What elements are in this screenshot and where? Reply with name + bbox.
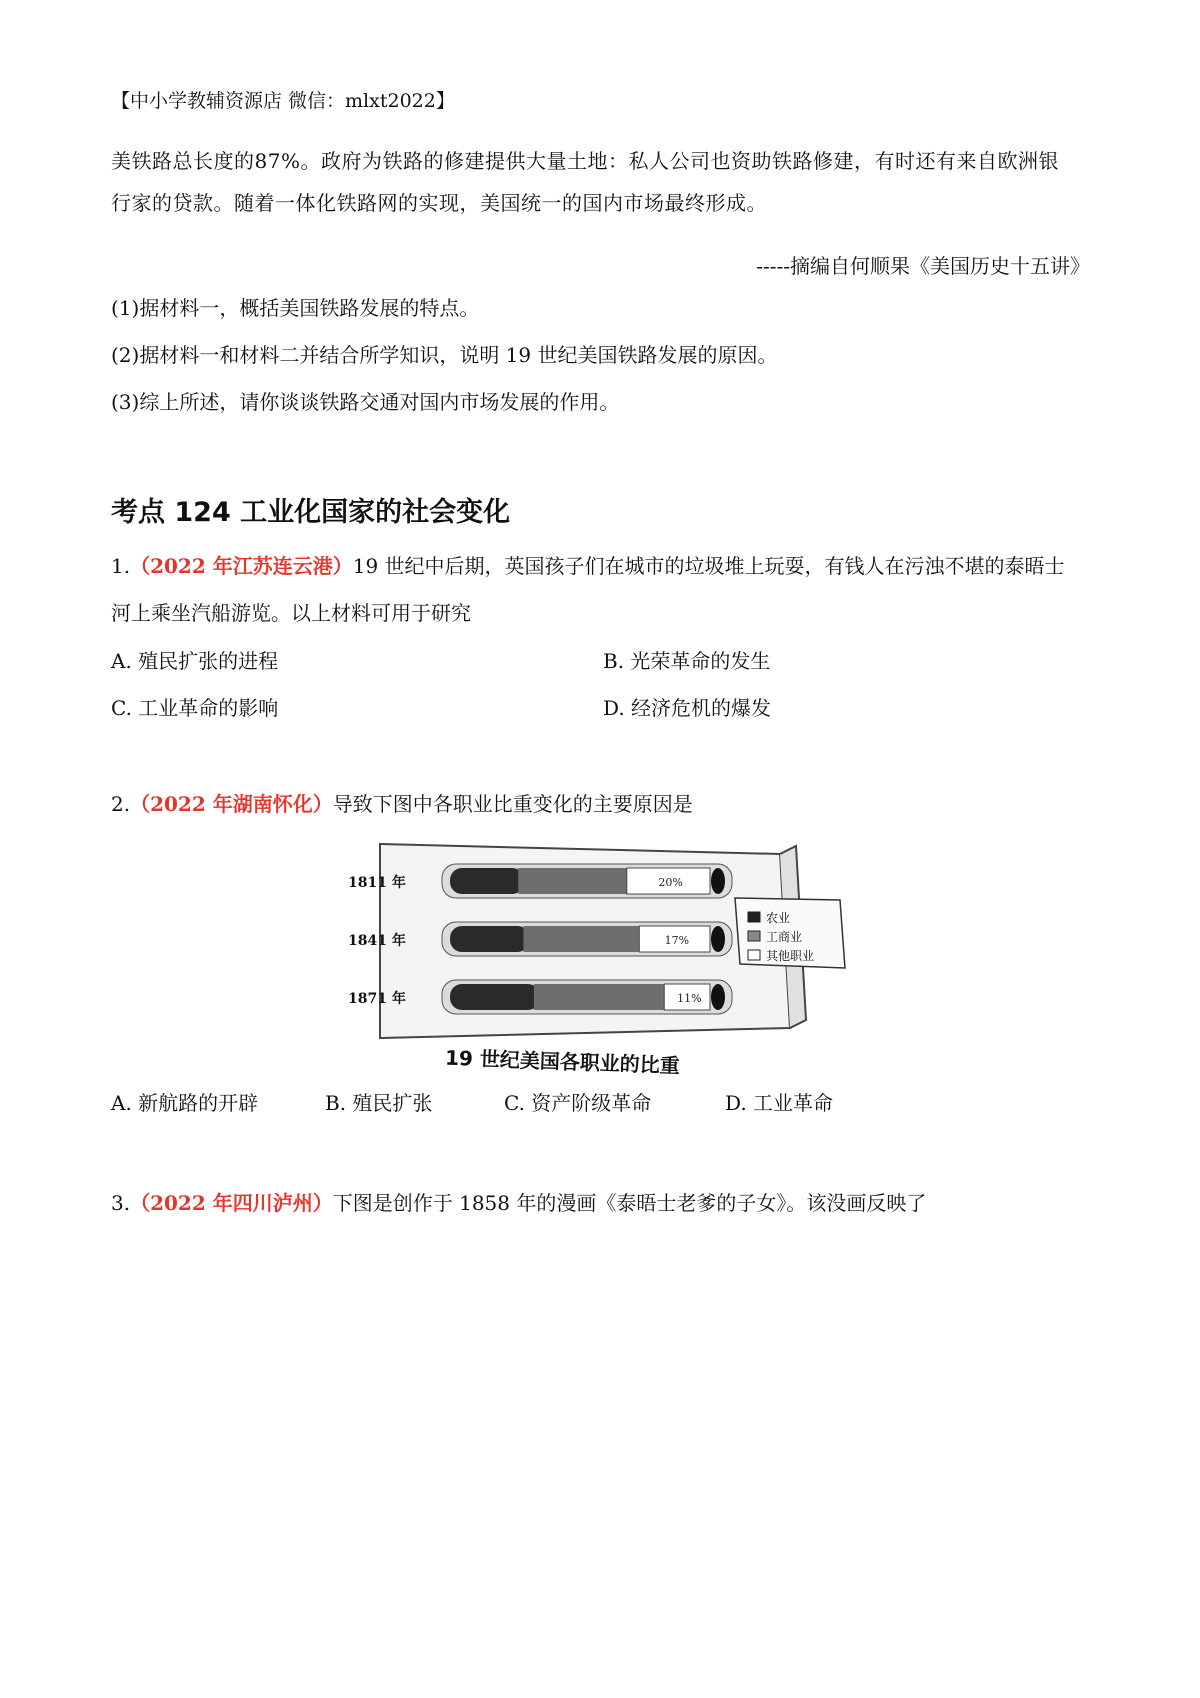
occupation-chart-figure bbox=[340, 838, 860, 1078]
question-3-line bbox=[111, 1187, 926, 1216]
subquestion-2: (2)据材料一和材料二并结合所学知识，说明 19 世纪美国铁路发展的原因。 bbox=[111, 343, 778, 367]
bar-segment-agriculture bbox=[450, 868, 524, 894]
question-source: （2022 年湖南怀化） bbox=[130, 792, 333, 816]
question-number: 2. bbox=[111, 792, 131, 816]
subquestion-1: (1)据材料一，概括美国铁路发展的特点。 bbox=[111, 296, 480, 320]
bar-segment-commerce bbox=[518, 868, 627, 894]
question-number: 3. bbox=[111, 1191, 131, 1215]
occupation-chart bbox=[340, 838, 860, 1078]
bar-segment-agriculture bbox=[450, 926, 529, 952]
data-label: 17% bbox=[664, 934, 690, 947]
bar-end-cap bbox=[711, 984, 725, 1010]
bar-end-cap bbox=[711, 868, 725, 894]
data-label: 20% bbox=[658, 876, 683, 889]
question-source: （2022 年江苏连云港） bbox=[130, 554, 353, 578]
question-source: （2022 年四川泸州） bbox=[130, 1191, 333, 1215]
category-label: 1811 年 bbox=[348, 875, 406, 891]
subquestion-3: (3)综上所述，请你谈谈铁路交通对国内市场发展的作用。 bbox=[111, 390, 620, 414]
q2-option-b[interactable]: B. 殖民扩张 bbox=[325, 1091, 433, 1115]
bar-segment-commerce bbox=[534, 984, 664, 1010]
q2-option-a[interactable]: A. 新航路的开辟 bbox=[111, 1091, 259, 1115]
legend-label: 工商业 bbox=[766, 930, 803, 944]
question-text: 19 世纪中后期，英国孩子们在城市的垃圾堆上玩耍，有钱人在污浊不堪的泰晤士 bbox=[352, 554, 1065, 578]
question-number: 1. bbox=[111, 554, 131, 578]
bar-segment-commerce bbox=[523, 926, 639, 952]
material-source: -----摘编自何顺果《美国历史十五讲》 bbox=[756, 254, 1090, 278]
question-1-line-1 bbox=[111, 550, 1065, 579]
bar-segment-agriculture bbox=[450, 984, 540, 1010]
legend-swatch bbox=[748, 912, 760, 922]
question-1-line-2: 河上乘坐汽船游览。以上材料可用于研究 bbox=[111, 601, 471, 625]
question-text: 导致下图中各职业比重变化的主要原因是 bbox=[332, 792, 693, 816]
chart-title: 19 世纪美国各职业的比重 bbox=[444, 1045, 681, 1078]
legend-swatch bbox=[748, 950, 760, 960]
q2-option-d[interactable]: D. 工业革命 bbox=[725, 1091, 834, 1115]
material-line-2: 行家的贷款。随着一体化铁路网的实现，美国统一的国内市场最终形成。 bbox=[111, 191, 767, 215]
legend-label: 其他职业 bbox=[766, 949, 815, 963]
q2-option-c[interactable]: C. 资产阶级革命 bbox=[504, 1091, 652, 1115]
q1-option-c[interactable]: C. 工业革命的影响 bbox=[111, 696, 279, 720]
q1-option-a[interactable]: A. 殖民扩张的进程 bbox=[111, 649, 279, 673]
legend-swatch bbox=[748, 931, 760, 941]
question-2-line bbox=[111, 788, 693, 817]
section-title: 考点 124 工业化国家的社会变化 bbox=[111, 497, 511, 528]
q1-option-b[interactable]: B. 光荣革命的发生 bbox=[603, 649, 771, 673]
data-label: 11% bbox=[677, 992, 702, 1005]
q1-option-d[interactable]: D. 经济危机的爆发 bbox=[603, 696, 772, 720]
question-text: 下图是创作于 1858 年的漫画《泰晤士老爹的子女》。该没画反映了 bbox=[332, 1191, 927, 1215]
bar-end-cap bbox=[711, 926, 725, 952]
category-label: 1841 年 bbox=[348, 933, 406, 949]
category-label: 1871 年 bbox=[348, 991, 406, 1007]
legend-label: 农业 bbox=[766, 911, 791, 925]
material-line-1: 美铁路总长度的87%。政府为铁路的修建提供大量土地：私人公司也资助铁路修建，有时还有来自欧洲银 bbox=[111, 149, 1059, 173]
header-watermark: 【中小学教辅资源店 微信：mlxt2022】 bbox=[111, 90, 455, 112]
